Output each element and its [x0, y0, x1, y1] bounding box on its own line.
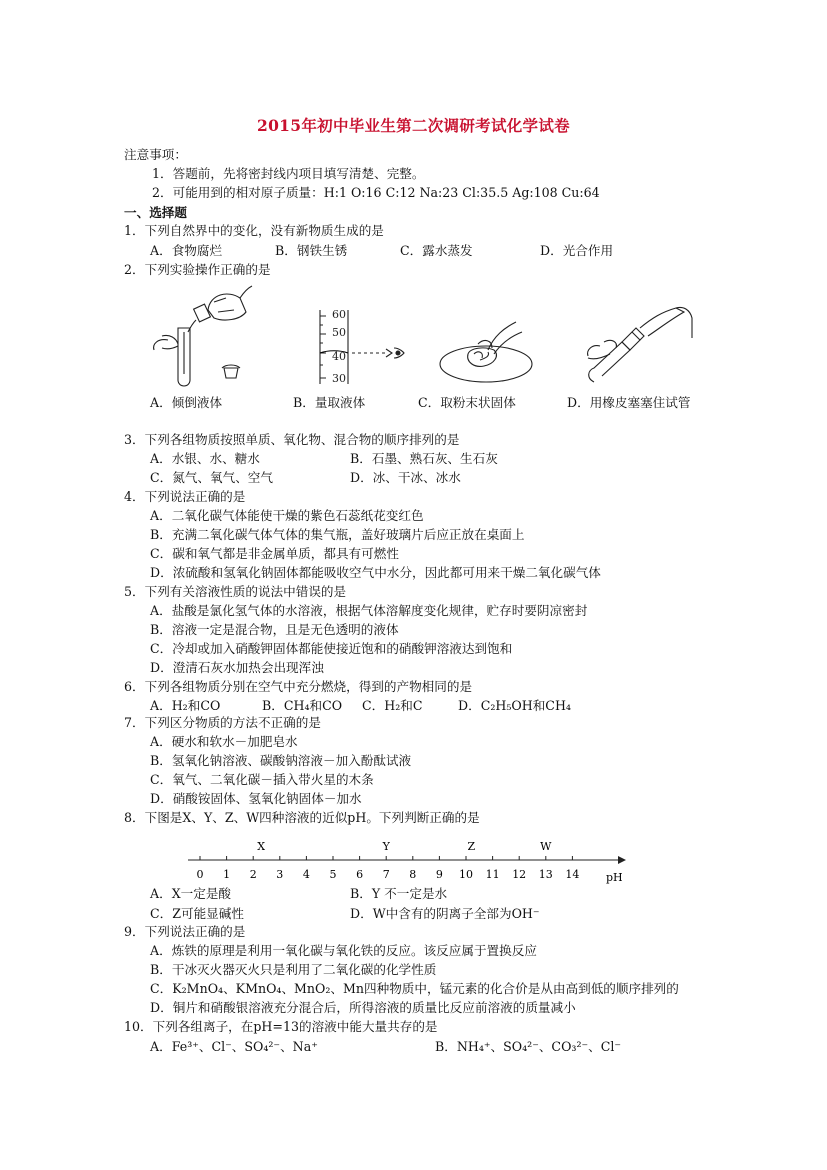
- q2-option-a: A．倾倒液体: [150, 395, 223, 410]
- q5-option-b: B．溶液一定是混合物，且是无色透明的液体: [150, 622, 399, 637]
- ph-tick-label: 4: [302, 868, 310, 881]
- ph-marker-x: X: [257, 840, 266, 853]
- ph-scale-diagram: [180, 834, 630, 886]
- q1-option-d: D．光合作用: [540, 243, 614, 258]
- notice-heading: 注意事项：: [124, 147, 187, 162]
- pouring-liquid-illustration: [148, 284, 260, 390]
- q7-option-c: C．氧气、二氧化碳－插入带火星的木条: [150, 772, 374, 787]
- q4-option-a: A．二氧化碳气体能使干燥的紫色石蕊纸花变红色: [150, 508, 424, 523]
- notice-item-1: 1．答题前，先将密封线内项目填写清楚、完整。: [152, 166, 425, 181]
- q8-option-d: D．W中含有的阴离子全部为OH⁻: [350, 906, 540, 921]
- q6-option-c: C．H₂和C: [362, 698, 423, 713]
- ph-marker-z: Z: [467, 840, 476, 853]
- question-3-stem: 3．下列各组物质按照单质、氧化物、混合物的顺序排列的是: [124, 432, 460, 447]
- ph-tick-label: 10: [459, 868, 473, 881]
- q2-option-d: D．用橡皮塞塞住试管: [567, 395, 691, 410]
- q1-option-a: A．食物腐烂: [150, 243, 223, 258]
- ph-marker-y: Y: [382, 840, 390, 853]
- section-heading: 一、选择题: [124, 205, 187, 220]
- ph-axis-arrow: [618, 856, 626, 864]
- q4-option-c: C．碳和氧气都是非金属单质，都具有可燃性: [150, 546, 399, 561]
- q7-option-a: A．硬水和软水－加肥皂水: [150, 734, 298, 749]
- ph-tick-label: 5: [329, 868, 337, 881]
- question-7-stem: 7．下列区分物质的方法不正确的是: [124, 715, 321, 730]
- q1-option-c: C．露水蒸发: [400, 243, 473, 258]
- question-10-stem: 10．下列各组离子，在pH=13的溶液中能大量共存的是: [124, 1019, 438, 1034]
- measuring-cylinder-illustration: [312, 308, 412, 386]
- q4-option-b: B．充满二氧化碳气体气体的集气瓶，盖好玻璃片后应正放在桌面上: [150, 527, 525, 542]
- ph-tick-label: 1: [223, 868, 231, 881]
- page-title: 2015年初中毕业生第二次调研考试化学试卷: [257, 116, 570, 135]
- ph-tick-label: 13: [538, 868, 553, 881]
- ph-tick-label: 9: [435, 868, 443, 881]
- ph-tick-label: 8: [409, 868, 417, 881]
- question-2-stem: 2．下列实验操作正确的是: [124, 262, 271, 277]
- question-8-stem: 8．下图是X、Y、Z、W四种溶液的近似pH。下列判断正确的是: [124, 810, 480, 825]
- q2-option-c: C．取粉末状固体: [418, 395, 516, 410]
- ph-tick-label: 7: [382, 868, 390, 881]
- q6-option-b: B．CH₄和CO: [262, 698, 343, 713]
- q8-option-a: A．X一定是酸: [150, 886, 232, 901]
- q5-option-c: C．冷却或加入硝酸钾固体都能使接近饱和的硝酸钾溶液达到饱和: [150, 641, 513, 656]
- ph-unit-label: pH: [606, 871, 623, 884]
- ph-tick-label: 2: [249, 868, 257, 881]
- q5-option-d: D．澄清石灰水加热会出现浑浊: [150, 660, 324, 675]
- q6-option-a: A．H₂和CO: [150, 698, 221, 713]
- cylinder-tick-40: 40: [332, 350, 346, 363]
- q5-option-a: A．盐酸是氯化氢气体的水溶液，根据气体溶解度变化规律，贮存时要阴凉密封: [150, 603, 588, 618]
- question-4-stem: 4．下列说法正确的是: [124, 489, 246, 504]
- question-9-stem: 9．下列说法正确的是: [124, 924, 246, 939]
- ph-tick-label: 11: [485, 868, 500, 881]
- q10-option-a: A．Fe³⁺、Cl⁻、SO₄²⁻、Na⁺: [150, 1039, 318, 1054]
- q3-option-d: D．冰、干冰、冰水: [350, 470, 461, 485]
- ph-tick-label: 14: [565, 868, 580, 881]
- q3-option-b: B．石墨、熟石灰、生石灰: [350, 451, 498, 466]
- ph-tick-label: 6: [356, 868, 364, 881]
- q7-option-d: D．硝酸铵固体、氢氧化钠固体－加水: [150, 791, 362, 806]
- q3-option-a: A．水银、水、糖水: [150, 451, 260, 466]
- ph-tick-label: 0: [196, 868, 204, 881]
- cylinder-tick-60: 60: [332, 308, 346, 321]
- q8-option-b: B．Y 不一定是水: [350, 886, 448, 901]
- q7-option-b: B．氢氧化钠溶液、碳酸钠溶液－加入酚酞试液: [150, 753, 412, 768]
- q4-option-d: D．浓硫酸和氢氧化钠固体都能吸收空气中水分，因此都可用来干燥二氧化碳气体: [150, 565, 601, 580]
- powder-sampling-illustration: [438, 314, 534, 386]
- q3-option-c: C．氮气、氧气、空气: [150, 470, 273, 485]
- q9-option-c: C．K₂MnO₄、KMnO₄、MnO₂、Mn四种物质中，锰元素的化合价是从由高到低的顺序排列的: [150, 981, 679, 996]
- notice-item-2: 2．可能用到的相对原子质量：H:1 O:16 C:12 Na:23 Cl:35.5 Ag:108 Cu:64: [152, 185, 600, 200]
- q6-option-d: D．C₂H₅OH和CH₄: [458, 698, 571, 713]
- question-6-stem: 6．下列各组物质分别在空气中充分燃烧，得到的产物相同的是: [124, 679, 473, 694]
- q9-option-a: A．炼铁的原理是利用一氧化碳与氧化铁的反应。该反应属于置换反应: [150, 943, 537, 958]
- q2-option-b: B．量取液体: [293, 395, 366, 410]
- ph-tick-label: 3: [276, 868, 284, 881]
- q8-option-c: C．Z可能显碱性: [150, 906, 244, 921]
- ph-tick-label: 12: [512, 868, 527, 881]
- q10-option-b: B．NH₄⁺、SO₄²⁻、CO₃²⁻、Cl⁻: [435, 1039, 622, 1054]
- question-1-stem: 1．下列自然界中的变化，没有新物质生成的是: [124, 223, 384, 238]
- q1-option-b: B．钢铁生锈: [275, 243, 348, 258]
- question-5-stem: 5．下列有关溶液性质的说法中错误的是: [124, 584, 347, 599]
- cylinder-tick-30: 30: [332, 372, 346, 385]
- cylinder-tick-50: 50: [332, 326, 346, 339]
- q9-option-b: B．干冰灭火器灭火只是利用了二氧化碳的化学性质: [150, 962, 437, 977]
- ph-marker-w: W: [540, 840, 552, 853]
- stopper-test-tube-illustration: [580, 298, 704, 388]
- q9-option-d: D．铜片和硝酸银溶液充分混合后，所得溶液的质量比反应前溶液的质量减小: [150, 1000, 576, 1015]
